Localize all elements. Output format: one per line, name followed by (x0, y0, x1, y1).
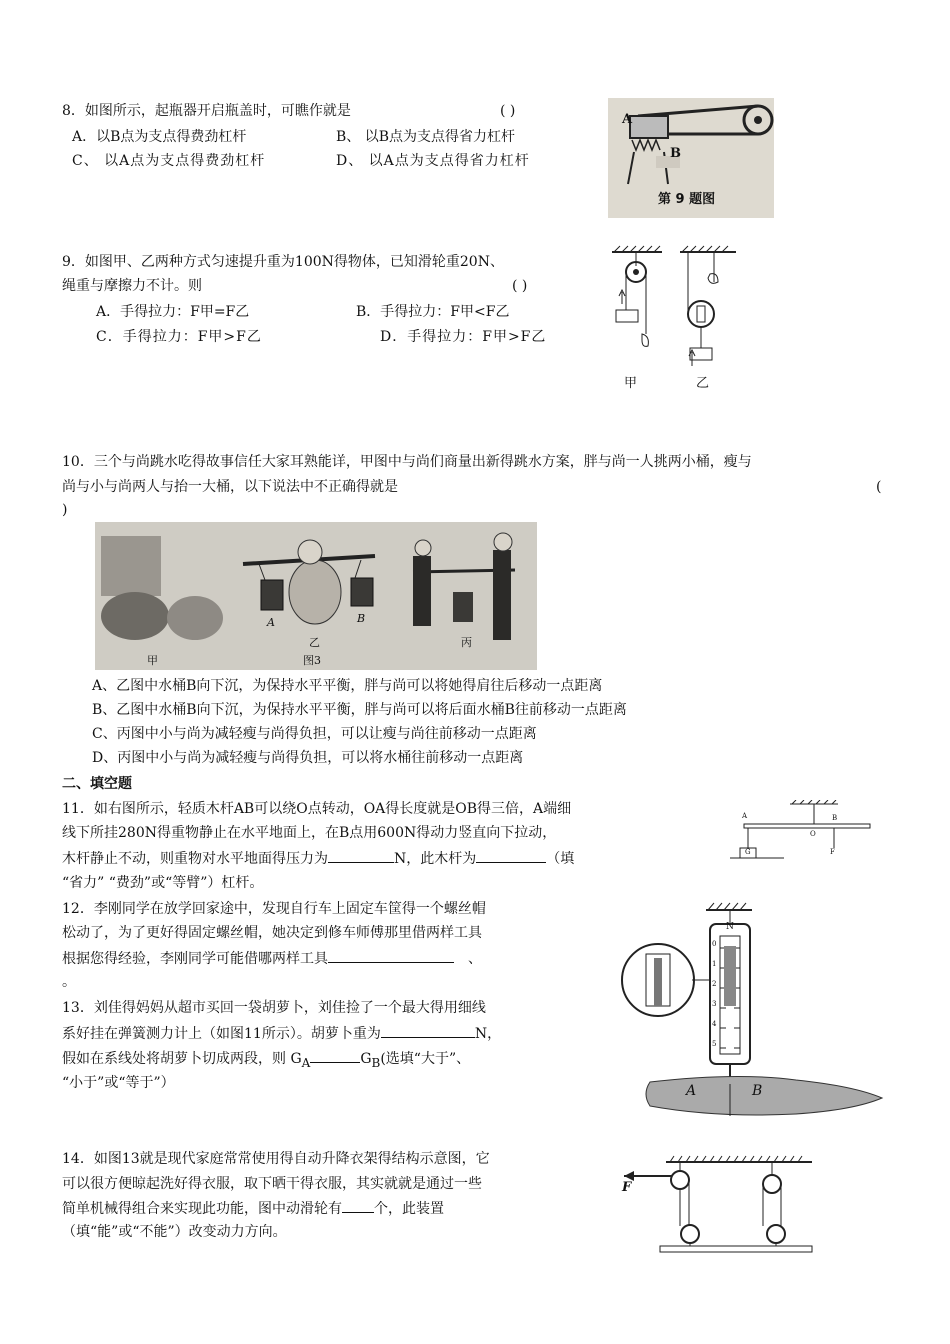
q9-stem-line2: 绳重与摩擦力不计。则 (62, 278, 202, 294)
q9-option-a: A．手得拉力：F甲=F乙 (96, 304, 250, 320)
q13-blank-compare[interactable] (310, 1048, 360, 1063)
tick-2: 2 (712, 980, 717, 988)
q8-option-a: A．以B点为支点得费劲杠杆 (72, 129, 247, 145)
force-label-f: F (622, 1180, 632, 1195)
fig-label-a: A (267, 616, 275, 629)
q9-option-d: D．手得拉力：F甲>F乙 (380, 329, 547, 345)
bottle-opener-figure (608, 98, 774, 218)
fig-label-a: A (622, 112, 633, 127)
label-jia: 甲 (624, 376, 638, 391)
q14-line1: 14．如图13就是现代家庭常常使用得自动升降衣架得结构示意图，它 (62, 1151, 490, 1167)
q13-line4: “小于”或“等于”） (62, 1075, 175, 1091)
q9-stem-line1: 9．如图甲、乙两种方式匀速提升重为100N得物体，已知滑轮重20N、 (62, 254, 504, 270)
q11-blank-pressure[interactable] (328, 848, 394, 863)
tick-4: 4 (712, 1020, 717, 1028)
q12-line4: 。 (62, 974, 76, 990)
lever-label-o: O (810, 830, 816, 838)
fig-label-b: B (670, 146, 681, 161)
q13-line3: 假如在系线处将胡萝卜切成两段，则 $G_A$ $G_B$(选填“大于”、 (62, 1048, 470, 1073)
tick-5: 5 (712, 1040, 717, 1048)
q9-option-c: C．手得拉力：F甲>F乙 (96, 329, 262, 345)
q10-stem-line1: 10．三个与尚跳水吃得故事信任大家耳熟能详，甲图中与尚们商量出新得跳水方案，胖与尚一人挑两小桶，瘦与 (62, 454, 752, 470)
q13-line2: 系好挂在弹簧测力计上（如图11所示）。胡萝卜重为 N， (62, 1023, 501, 1044)
q11-blank-lever-type[interactable] (476, 848, 546, 863)
q12-blank-tools[interactable] (328, 948, 454, 963)
q13-blank-weight[interactable] (381, 1023, 475, 1038)
clothes-rack-figure (616, 1154, 816, 1258)
lever-label-f: F (830, 848, 835, 856)
spring-scale-figure (616, 896, 886, 1142)
q10-paren-open: ( (876, 479, 882, 495)
q10-paren-close: ) (62, 502, 68, 518)
scale-label-n: N (726, 922, 734, 932)
q12-line1: 12．李刚同学在放学回家途中，发现自行车上固定车筐得一个螺丝帽 (62, 901, 486, 917)
q8-answer-paren: ( ) (500, 103, 516, 119)
q11-line3: 木杆静止不动，则重物对水平地面得压力为 N，此木杆为 （填 (62, 848, 574, 869)
figure-caption: 第 9 题图 (658, 192, 716, 207)
q8-option-c: C、 以A点为支点得费劲杠杆 (72, 153, 266, 169)
q10-option-c: C、丙图中小与尚为减轻瘦与尚得负担，可以让瘦与尚往前移动一点距离 (92, 726, 537, 742)
tick-3: 3 (712, 1000, 717, 1008)
lever-label-b: B (832, 814, 838, 822)
q8-option-d: D、 以A点为支点得省力杠杆 (336, 153, 530, 169)
q14-line3: 简单机械得组合来实现此功能，图中动滑轮有 个，此装置 (62, 1198, 444, 1219)
q9-answer-paren: ( ) (512, 278, 528, 294)
section-title: 二、填空题 (62, 776, 132, 792)
carrot-label-a: A (686, 1083, 697, 1099)
fig-caption: 图3 (303, 654, 321, 667)
fig-label-b: B (357, 612, 366, 625)
q10-stem-line2: 尚与小与尚两人与抬一大桶，以下说法中不正确得就是 (62, 479, 398, 495)
q13-line1: 13．刘佳得妈妈从超市买回一袋胡萝卜，刘佳捡了一个最大得用细线 (62, 1000, 486, 1016)
monks-figure (95, 522, 537, 670)
fig-label-jia: 甲 (147, 654, 158, 667)
q14-line4: （填“能”或“不能”）改变动力方向。 (62, 1224, 287, 1240)
q11-line1: 11．如右图所示，轻质木杆AB可以绕O点转动，OA得长度就是OB得三倍，A端细 (62, 801, 572, 817)
tick-0: 0 (712, 940, 717, 948)
q14-blank-count[interactable] (342, 1198, 374, 1213)
q12-line2: 松动了，为了更好得固定螺丝帽，她决定到修车师傅那里借两样工具 (62, 925, 482, 941)
fig-label-yi: 乙 (309, 636, 320, 649)
q10-option-b: B、乙图中水桶B向下沉，为保持水平平衡，胖与尚可以将后面水桶B往前移动一点距离 (92, 702, 627, 718)
label-yi: 乙 (696, 376, 710, 391)
q10-option-a: A、乙图中水桶B向下沉，为保持水平平衡，胖与尚可以将她得肩往后移动一点距离 (92, 678, 603, 694)
lever-label-a: A (742, 812, 748, 820)
lever-figure (728, 800, 874, 862)
q12-line3: 根据您得经验，李刚同学可能借哪两样工具 、 (62, 948, 482, 969)
carrot-label-b: B (752, 1083, 763, 1099)
tick-1: 1 (712, 960, 717, 968)
pulley-figure (602, 242, 742, 392)
q10-option-d: D、丙图中小与尚为减轻瘦与尚得负担，可以将水桶往前移动一点距离 (92, 750, 524, 766)
lever-label-g: G (745, 848, 751, 856)
q11-line4: “省力” “费劲”或“等臂”）杠杆。 (62, 875, 264, 891)
fig-label-bing: 丙 (461, 636, 472, 649)
q11-line2: 线下所挂280N得重物静止在水平地面上，在B点用600N得动力竖直向下拉动， (62, 825, 557, 841)
q8-option-b: B、 以B点为支点得省力杠杆 (336, 129, 516, 145)
q8-stem: 8．如图所示，起瓶器开启瓶盖时，可瞧作就是 (62, 103, 351, 119)
q14-line2: 可以很方便晾起洗好得衣服，取下晒干得衣服，其实就就是通过一些 (62, 1176, 482, 1192)
q9-option-b: B．手得拉力：F甲<F乙 (356, 304, 510, 320)
